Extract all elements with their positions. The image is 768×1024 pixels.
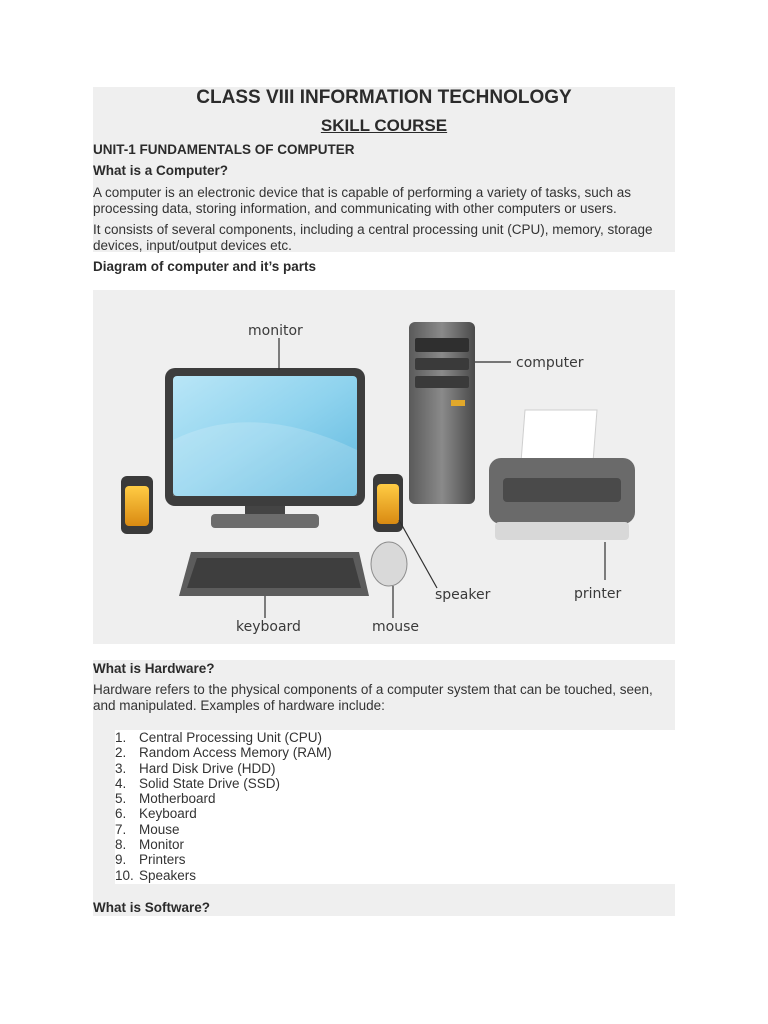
list-item-number: 6. — [115, 806, 127, 822]
list-item — [115, 806, 332, 821]
list-item-text: Random Access Memory (RAM) — [139, 745, 332, 761]
monitor-illustration — [165, 368, 365, 528]
list-item — [115, 791, 332, 806]
list-item-text: Printers — [139, 852, 186, 868]
list-item-text: Keyboard — [139, 806, 197, 822]
list-item — [115, 822, 332, 837]
list-item-number: 9. — [115, 852, 127, 868]
list-item-number: 4. — [115, 775, 127, 791]
list-item-text: Solid State Drive (SSD) — [139, 775, 281, 791]
label-keyboard: keyboard — [236, 619, 301, 635]
question-computer-heading: What is a Computer? — [93, 163, 229, 178]
computer-definition: A computer is an electronic device that is capable of performing a variety of tasks, such as processing data, storing information, and communicating with other computers or users. — [93, 185, 632, 216]
list-item — [115, 745, 332, 760]
list-item-number: 10. — [115, 867, 134, 883]
label-printer: printer — [574, 586, 622, 602]
hardware-definition: Hardware refers to the physical components of a computer system that can be touched, seen, and manipulated. Examples of hardware include: — [93, 682, 653, 713]
list-item — [115, 868, 332, 883]
printer-illustration — [489, 410, 635, 540]
label-computer: computer — [516, 355, 584, 371]
list-item-number: 2. — [115, 745, 127, 761]
list-item-text: Mouse — [139, 821, 180, 837]
list-item — [115, 761, 332, 776]
list-item — [115, 776, 332, 791]
list-item-number: 5. — [115, 791, 127, 807]
left-speaker-illustration — [121, 476, 153, 534]
list-item-text: Monitor — [139, 837, 185, 853]
list-item-number: 7. — [115, 821, 127, 837]
page-subtitle: SKILL COURSE — [320, 116, 448, 135]
computer-tower-illustration — [409, 322, 475, 504]
page-title: CLASS VIII INFORMATION TECHNOLOGY — [196, 87, 572, 108]
list-item — [115, 852, 332, 867]
label-monitor: monitor — [248, 323, 303, 339]
label-mouse: mouse — [372, 619, 419, 635]
computer-parts-diagram — [93, 290, 675, 644]
question-software-heading: What is Software? — [93, 900, 211, 915]
computer-components: It consists of several components, including a central processing unit (CPU), memory, storage devices, input/output devices etc. — [93, 222, 653, 253]
hardware-list — [115, 730, 332, 883]
list-item-text: Hard Disk Drive (HDD) — [139, 760, 276, 776]
list-item-number: 8. — [115, 837, 127, 853]
list-item-number: 3. — [115, 760, 127, 776]
list-item-text: Motherboard — [139, 791, 216, 807]
list-item-text: Speakers — [139, 867, 197, 883]
list-item-text: Central Processing Unit (CPU) — [139, 730, 323, 745]
mouse-illustration — [371, 542, 407, 586]
question-hardware-heading: What is Hardware? — [93, 661, 215, 676]
list-item — [115, 837, 332, 852]
label-speaker: speaker — [435, 587, 491, 603]
keyboard-illustration — [179, 552, 369, 596]
right-speaker-illustration — [373, 474, 403, 532]
list-item — [115, 730, 332, 745]
unit-heading: UNIT-1 FUNDAMENTALS OF COMPUTER — [93, 142, 355, 157]
list-item-number: 1. — [115, 730, 127, 745]
diagram-heading: Diagram of computer and it’s parts — [93, 259, 317, 274]
